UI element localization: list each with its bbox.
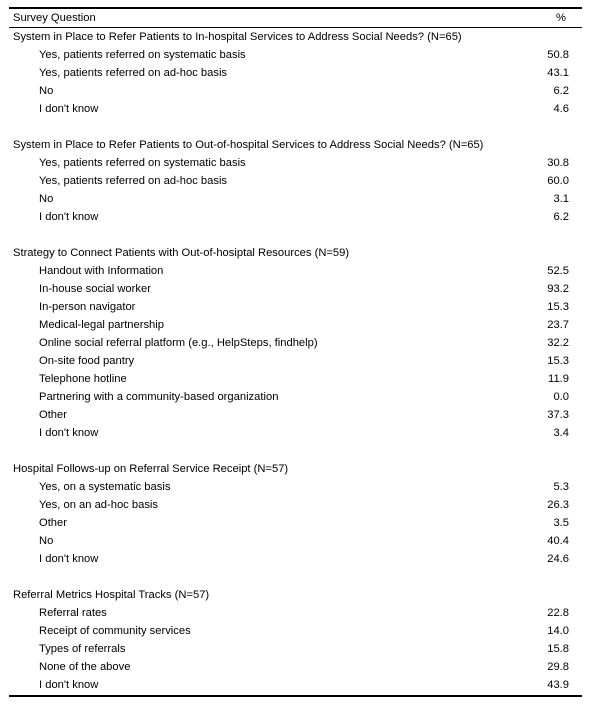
table-row [9, 334, 582, 352]
response-percent: 15.3 [547, 301, 569, 313]
response-label: Online social referral platform (e.g., HelpSteps, findhelp) [39, 337, 318, 349]
response-label: Receipt of community services [39, 625, 191, 637]
section-spacer [9, 568, 582, 586]
response-label: Partnering with a community-based organization [39, 391, 279, 403]
response-percent: 30.8 [547, 157, 569, 169]
response-label: No [39, 535, 54, 547]
table-row [9, 424, 582, 442]
table-row [9, 280, 582, 298]
table-body [9, 28, 582, 694]
response-label: Other [39, 517, 67, 529]
response-percent: 6.2 [553, 85, 569, 97]
table-row [9, 46, 582, 64]
section-spacer [9, 118, 582, 136]
response-label: Yes, patients referred on ad-hoc basis [39, 175, 228, 187]
table-row [9, 370, 582, 388]
table-row [9, 190, 582, 208]
section-title: Strategy to Connect Patients with Out-of-hosiptal Resources (N=59) [13, 247, 350, 259]
response-percent: 11.9 [548, 373, 569, 385]
table-row [9, 388, 582, 406]
response-percent: 15.8 [547, 643, 569, 655]
section-title-row [9, 136, 582, 154]
section-title-row [9, 460, 582, 478]
response-label: None of the above [39, 661, 131, 673]
response-percent: 4.6 [553, 103, 569, 115]
response-percent: 23.7 [547, 319, 569, 331]
table-row [9, 532, 582, 550]
response-label: I don't know [39, 427, 99, 439]
response-label: Telephone hotline [39, 373, 127, 385]
response-label: Referral rates [39, 607, 107, 619]
response-percent: 3.1 [553, 193, 569, 205]
section-title: Hospital Follows-up on Referral Service Receipt (N=57) [13, 463, 289, 475]
table-row [9, 658, 582, 676]
table-row [9, 64, 582, 82]
response-label: Yes, patients referred on systematic basis [39, 157, 246, 169]
response-percent: 43.1 [547, 67, 569, 79]
table-row [9, 100, 582, 118]
response-label: In-person navigator [39, 301, 136, 313]
table-row [9, 298, 582, 316]
response-label: Yes, on an ad-hoc basis [39, 499, 159, 511]
response-label: I don't know [39, 679, 99, 691]
response-label: Yes, patients referred on ad-hoc basis [39, 67, 228, 79]
response-percent: 43.9 [547, 679, 569, 691]
response-percent: 29.8 [547, 661, 569, 673]
table-row [9, 640, 582, 658]
table-row [9, 406, 582, 424]
response-percent: 14.0 [547, 625, 569, 637]
response-label: Types of referrals [39, 643, 126, 655]
response-percent: 15.3 [547, 355, 569, 367]
response-label: Handout with Information [39, 265, 164, 277]
table-row [9, 514, 582, 532]
response-percent: 0.0 [553, 391, 569, 403]
response-label: I don't know [39, 211, 99, 223]
header-percent: % [556, 12, 566, 24]
section-title-row [9, 28, 582, 46]
response-label: On-site food pantry [39, 355, 135, 367]
response-label: No [39, 193, 54, 205]
response-percent: 40.4 [547, 535, 569, 547]
table-header-row [9, 9, 582, 27]
response-label: Medical-legal partnership [39, 319, 164, 331]
response-label: Other [39, 409, 67, 421]
section-title: System in Place to Refer Patients to Out-of-hospital Services to Address Social Needs? (N=65) [13, 139, 484, 151]
table-row [9, 496, 582, 514]
table-bottom-rule [9, 695, 582, 697]
response-percent: 5.3 [553, 481, 569, 493]
table-row [9, 154, 582, 172]
section-title: System in Place to Refer Patients to In-hospital Services to Address Social Needs? (N=65) [13, 31, 462, 43]
table-row [9, 208, 582, 226]
header-survey-question: Survey Question [13, 12, 96, 24]
section-title: Referral Metrics Hospital Tracks (N=57) [13, 589, 210, 601]
table-row [9, 82, 582, 100]
table-row [9, 676, 582, 694]
table-row [9, 262, 582, 280]
response-label: I don't know [39, 103, 99, 115]
response-percent: 37.3 [547, 409, 569, 421]
response-label: Yes, on a systematic basis [39, 481, 171, 493]
table-row [9, 478, 582, 496]
response-label: I don't know [39, 553, 99, 565]
survey-table [9, 7, 582, 697]
section-spacer [9, 442, 582, 460]
response-percent: 60.0 [547, 175, 569, 187]
table-row [9, 352, 582, 370]
response-percent: 32.2 [547, 337, 569, 349]
section-spacer [9, 226, 582, 244]
section-title-row [9, 244, 582, 262]
table-row [9, 622, 582, 640]
response-percent: 22.8 [547, 607, 569, 619]
response-label: No [39, 85, 54, 97]
response-percent: 93.2 [547, 283, 569, 295]
response-percent: 6.2 [553, 211, 569, 223]
table-row [9, 604, 582, 622]
response-label: In-house social worker [39, 283, 151, 295]
response-percent: 26.3 [547, 499, 569, 511]
response-percent: 3.4 [553, 427, 569, 439]
table-row [9, 316, 582, 334]
response-label: Yes, patients referred on systematic basis [39, 49, 246, 61]
response-percent: 50.8 [547, 49, 569, 61]
response-percent: 52.5 [547, 265, 569, 277]
section-title-row [9, 586, 582, 604]
response-percent: 24.6 [547, 553, 569, 565]
table-row [9, 550, 582, 568]
table-row [9, 172, 582, 190]
response-percent: 3.5 [553, 517, 569, 529]
